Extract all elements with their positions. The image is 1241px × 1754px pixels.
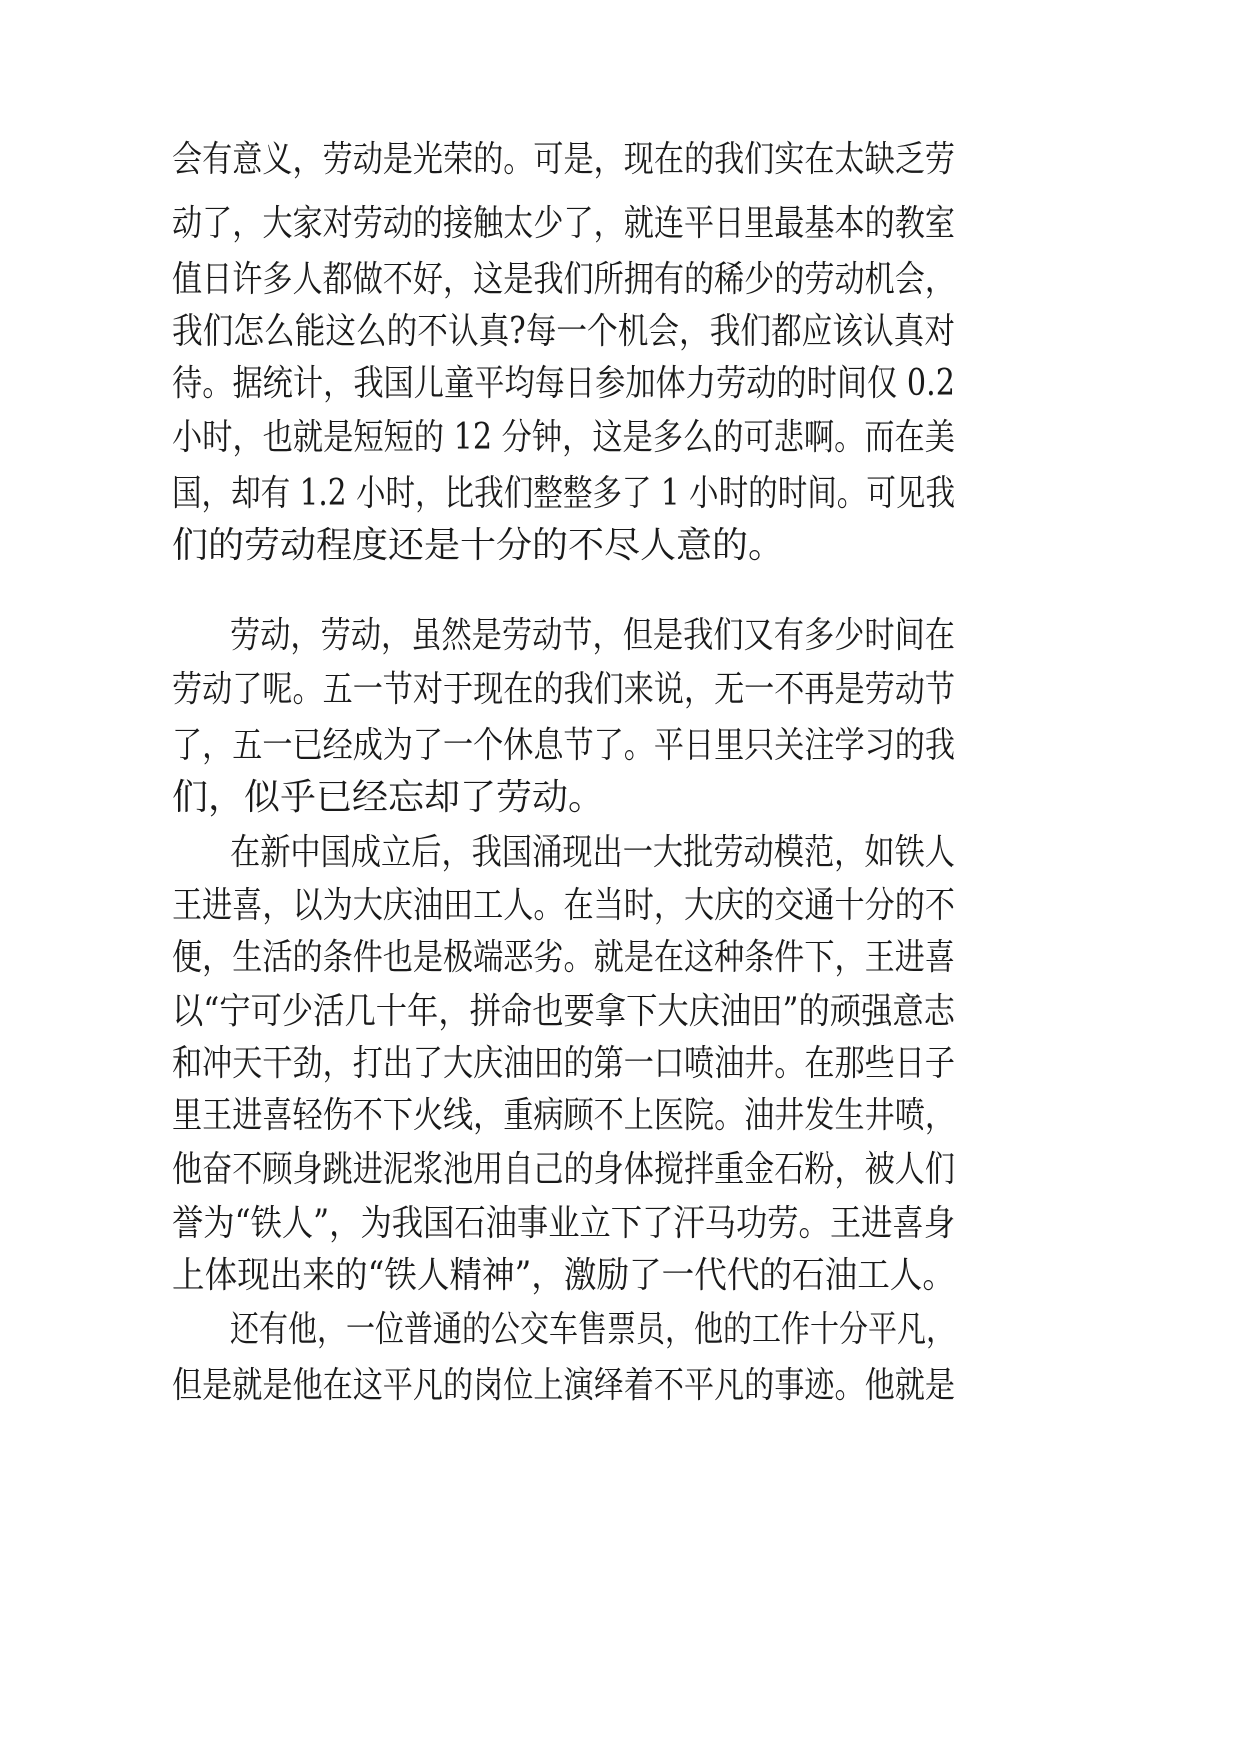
text-line [0, 194, 1241, 254]
text-line-content: 们的劳动程度还是十分的不尽人意的。 [172, 525, 785, 566]
text-line-content: 在新中国成立后，我国涌现出一大批劳动模范，如铁人 [230, 832, 955, 873]
text-line-content: 会有意义，劳动是光荣的。可是，现在的我们实在太缺乏劳 [172, 139, 955, 180]
text-line [0, 1356, 1241, 1416]
text-line-content: 还有他，一位普通的公交车售票员，他的工作十分平凡， [230, 1309, 955, 1350]
text-line [0, 302, 1241, 362]
text-line [0, 982, 1241, 1042]
text-line-content: 国，却有 1.2 小时，比我们整整多了 1 小时的时间。可见我 [172, 473, 955, 514]
text-line [0, 1300, 1241, 1360]
text-line [0, 716, 1241, 776]
text-line [0, 1194, 1241, 1254]
text-line [0, 876, 1241, 936]
text-line-content: 小时，也就是短短的 12 分钟，这是多么的可悲啊。而在美 [172, 417, 955, 458]
text-line-content: 待。据统计，我国儿童平均每日参加体力劳动的时间仅 0.2 [172, 363, 955, 404]
text-line [0, 768, 1241, 828]
text-line [0, 1246, 1241, 1306]
text-line [0, 823, 1241, 883]
text-line [0, 606, 1241, 666]
text-line-content: 值日许多人都做不好，这是我们所拥有的稀少的劳动机会， [172, 259, 955, 300]
text-line-content: 们，似乎已经忘却了劳动。 [172, 777, 605, 818]
text-line-content: 他奋不顾身跳进泥浆池用自己的身体搅拌重金石粉，被人们 [172, 1149, 955, 1190]
text-line-content: 劳动了呢。五一节对于现在的我们来说，无一不再是劳动节 [172, 669, 955, 710]
text-line-content: 和冲天干劲，打出了大庆油田的第一口喷油井。在那些日子 [172, 1043, 955, 1084]
text-line [0, 1086, 1241, 1146]
text-line-content: 了，五一已经成为了一个休息节了。平日里只关注学习的我 [172, 725, 955, 766]
text-line [0, 464, 1241, 524]
text-line-content: 里王进喜轻伤不下火线，重病顾不上医院。油井发生井喷， [172, 1095, 955, 1136]
text-line-content: 誉为“铁人”，为我国石油事业立下了汗马功劳。王进喜身 [172, 1203, 955, 1244]
text-line [0, 354, 1241, 414]
text-line-content: 王进喜，以为大庆油田工人。在当时，大庆的交通十分的不 [172, 885, 955, 926]
text-line [0, 1034, 1241, 1094]
text-line-content: 动了，大家对劳动的接触太少了，就连平日里最基本的教室 [172, 203, 955, 244]
text-line [0, 928, 1241, 988]
text-line [0, 250, 1241, 310]
text-line [0, 660, 1241, 720]
text-line-content: 但是就是他在这平凡的岗位上演绎着不平凡的事迹。他就是 [172, 1365, 955, 1406]
text-line-content: 以“宁可少活几十年，拼命也要拿下大庆油田”的顽强意志 [172, 991, 955, 1032]
text-line [0, 516, 1241, 576]
text-line [0, 408, 1241, 468]
text-line-content: 上体现出来的“铁人精神”，激励了一代代的石油工人。 [172, 1255, 955, 1296]
text-line-content: 我们怎么能这么的不认真?每一个机会，我们都应该认真对 [172, 311, 955, 352]
text-line [0, 1140, 1241, 1200]
text-line-content: 便，生活的条件也是极端恶劣。就是在这种条件下，王进喜 [172, 937, 955, 978]
text-line-content: 劳动，劳动，虽然是劳动节，但是我们又有多少时间在 [230, 615, 955, 656]
text-line [0, 130, 1241, 190]
